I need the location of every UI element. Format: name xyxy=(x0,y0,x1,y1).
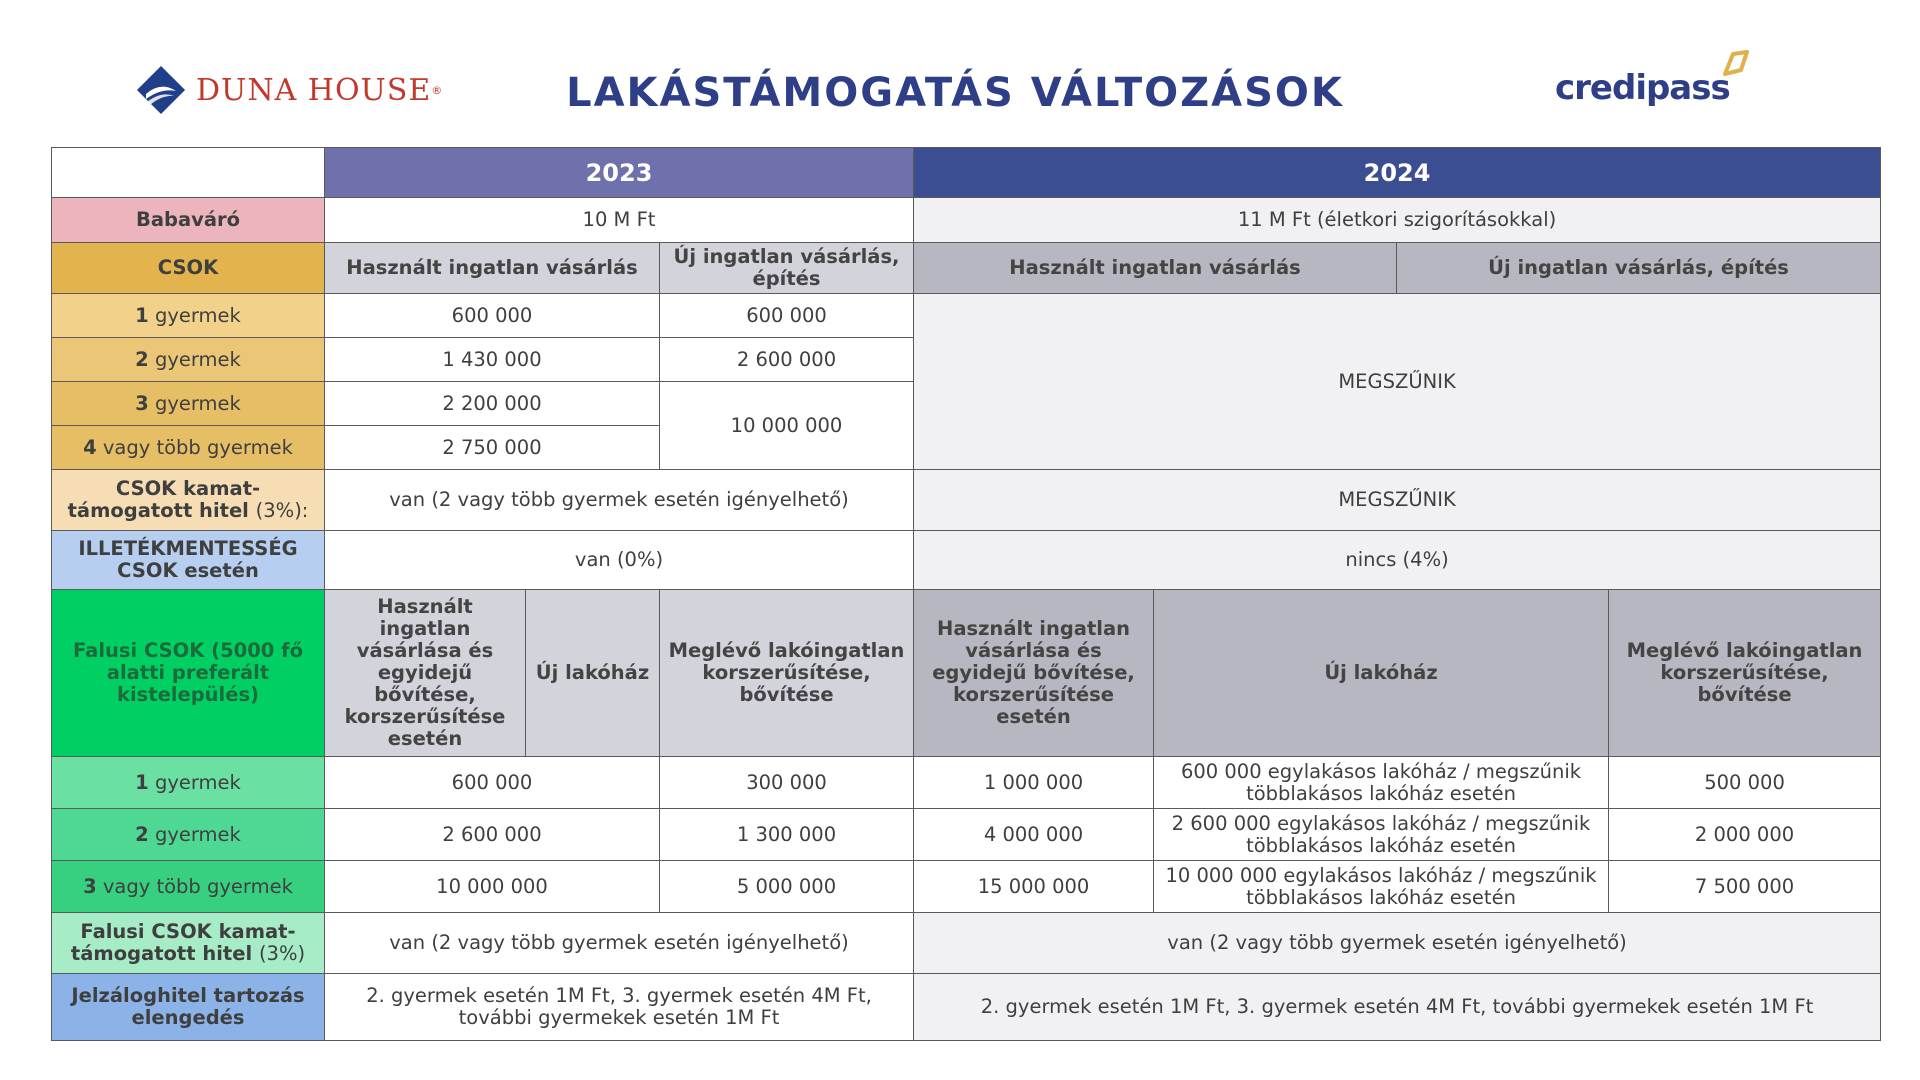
babavaro-2023: 10 M Ft xyxy=(325,198,914,243)
csok-child-label: 3 gyermek xyxy=(52,382,325,426)
falusi-header-row xyxy=(52,590,1881,757)
csok-2023-used-value: 2 200 000 xyxy=(325,382,660,426)
falusi-child-label: 2 gyermek xyxy=(52,809,325,861)
falusi-kamat-row xyxy=(52,913,1881,974)
falusi-2024-renovation-value: 7 500 000 xyxy=(1609,861,1881,913)
csok-kamat-2024: MEGSZŰNIK xyxy=(914,470,1881,531)
year-2024-header: 2024 xyxy=(914,148,1881,198)
falusi-2023-used-value: 10 000 000 xyxy=(325,861,660,913)
falusi-kamat-2024: van (2 vagy több gyermek esetén igényelhető) xyxy=(914,913,1881,974)
header xyxy=(0,0,1920,145)
falusi-child-row xyxy=(52,861,1881,913)
babavaro-row xyxy=(52,198,1881,243)
corner-cell xyxy=(52,148,325,198)
falusi-child-row xyxy=(52,757,1881,809)
falusi-2024-renovation-value: 2 000 000 xyxy=(1609,809,1881,861)
csok-2023-used-header: Használt ingatlan vásárlás xyxy=(325,243,660,294)
csok-kamat-2023: van (2 vagy több gyermek esetén igényelhető) xyxy=(325,470,914,531)
falusi-2023-newhouse-header: Új lakóház xyxy=(526,590,660,757)
csok-child-row xyxy=(52,294,1881,338)
falusi-2024-used-value: 1 000 000 xyxy=(914,757,1154,809)
falusi-label: Falusi CSOK (5000 fő alatti preferált kistelepülés) xyxy=(52,590,325,757)
falusi-kamat-label: Falusi CSOK kamat-támogatott hitel (3%) xyxy=(52,913,325,974)
csok-child-label: 2 gyermek xyxy=(52,338,325,382)
csok-2023-new-header: Új ingatlan vásárlás, építés xyxy=(660,243,914,294)
babavaro-label: Babaváró xyxy=(52,198,325,243)
jelzalog-row xyxy=(52,974,1881,1041)
year-2023-header: 2023 xyxy=(325,148,914,198)
illetek-row xyxy=(52,531,1881,590)
credipass-logo xyxy=(1555,50,1755,110)
csok-2023-new-value: 2 600 000 xyxy=(660,338,914,382)
year-header-row xyxy=(52,148,1881,198)
csok-2024-new-header: Új ingatlan vásárlás, építés xyxy=(1397,243,1881,294)
falusi-child-label: 3 vagy több gyermek xyxy=(52,861,325,913)
csok-child-label: 1 gyermek xyxy=(52,294,325,338)
falusi-2024-used-value: 15 000 000 xyxy=(914,861,1154,913)
jelzalog-2023: 2. gyermek esetén 1M Ft, 3. gyermek esetén 4M Ft, további gyermekek esetén 1M Ft xyxy=(325,974,914,1041)
csok-kamat-label: CSOK kamat-támogatott hitel (3%): xyxy=(52,470,325,531)
falusi-2024-newhouse-value: 600 000 egylakásos lakóház / megszűnik többlakásos lakóház esetén xyxy=(1154,757,1609,809)
falusi-2023-used-value: 2 600 000 xyxy=(325,809,660,861)
illetek-label: ILLETÉKMENTESSÉG CSOK esetén xyxy=(52,531,325,590)
csok-child-label: 4 vagy több gyermek xyxy=(52,426,325,470)
credipass-logo-text: credipass xyxy=(1555,68,1730,108)
duna-house-logo-text: DUNA HOUSE xyxy=(196,72,432,108)
babavaro-2024: 11 M Ft (életkori szigorításokkal) xyxy=(914,198,1881,243)
falusi-2023-renovation-value: 300 000 xyxy=(660,757,914,809)
support-comparison-table xyxy=(51,147,1881,1041)
falusi-child-label: 1 gyermek xyxy=(52,757,325,809)
csok-2023-new-value: 10 000 000 xyxy=(660,382,914,470)
falusi-2024-renovation-header: Meglévő lakóingatlan korszerűsítése, bővítése xyxy=(1609,590,1881,757)
falusi-2023-renovation-header: Meglévő lakóingatlan korszerűsítése, bővítése xyxy=(660,590,914,757)
falusi-2024-newhouse-header: Új lakóház xyxy=(1154,590,1609,757)
falusi-2023-used-value: 600 000 xyxy=(325,757,660,809)
falusi-2023-used-header: Használt ingatlan vásárlása és egyidejű bővítése, korszerűsítése esetén xyxy=(325,590,526,757)
illetek-2023: van (0%) xyxy=(325,531,914,590)
csok-2023-new-value: 600 000 xyxy=(660,294,914,338)
jelzalog-label: Jelzáloghitel tartozás elengedés xyxy=(52,974,325,1041)
page-title-text: LAKÁSTÁMOGATÁS VÁLTOZÁSOK xyxy=(566,70,1344,116)
csok-2023-used-value: 2 750 000 xyxy=(325,426,660,470)
csok-kamat-row xyxy=(52,470,1881,531)
csok-label: CSOK xyxy=(52,243,325,294)
falusi-2024-used-header: Használt ingatlan vásárlása és egyidejű bővítése, korszerűsítése esetén xyxy=(914,590,1154,757)
falusi-kamat-2023: van (2 vagy több gyermek esetén igényelhető) xyxy=(325,913,914,974)
falusi-2024-renovation-value: 500 000 xyxy=(1609,757,1881,809)
falusi-child-row xyxy=(52,809,1881,861)
registered-mark: ® xyxy=(431,83,443,97)
csok-header-row xyxy=(52,243,1881,294)
falusi-2023-renovation-value: 1 300 000 xyxy=(660,809,914,861)
falusi-2024-used-value: 4 000 000 xyxy=(914,809,1154,861)
falusi-2024-newhouse-value: 10 000 000 egylakásos lakóház / megszűnik többlakásos lakóház esetén xyxy=(1154,861,1609,913)
jelzalog-2024: 2. gyermek esetén 1M Ft, 3. gyermek esetén 4M Ft, további gyermekek esetén 1M Ft xyxy=(914,974,1881,1041)
csok-2023-used-value: 600 000 xyxy=(325,294,660,338)
csok-2024-ended: MEGSZŰNIK xyxy=(914,294,1881,470)
falusi-2023-renovation-value: 5 000 000 xyxy=(660,861,914,913)
credipass-mark-icon xyxy=(1715,50,1751,90)
falusi-2024-newhouse-value: 2 600 000 egylakásos lakóház / megszűnik többlakásos lakóház esetén xyxy=(1154,809,1609,861)
csok-2023-used-value: 1 430 000 xyxy=(325,338,660,382)
illetek-2024: nincs (4%) xyxy=(914,531,1881,590)
csok-2024-used-header: Használt ingatlan vásárlás xyxy=(914,243,1397,294)
